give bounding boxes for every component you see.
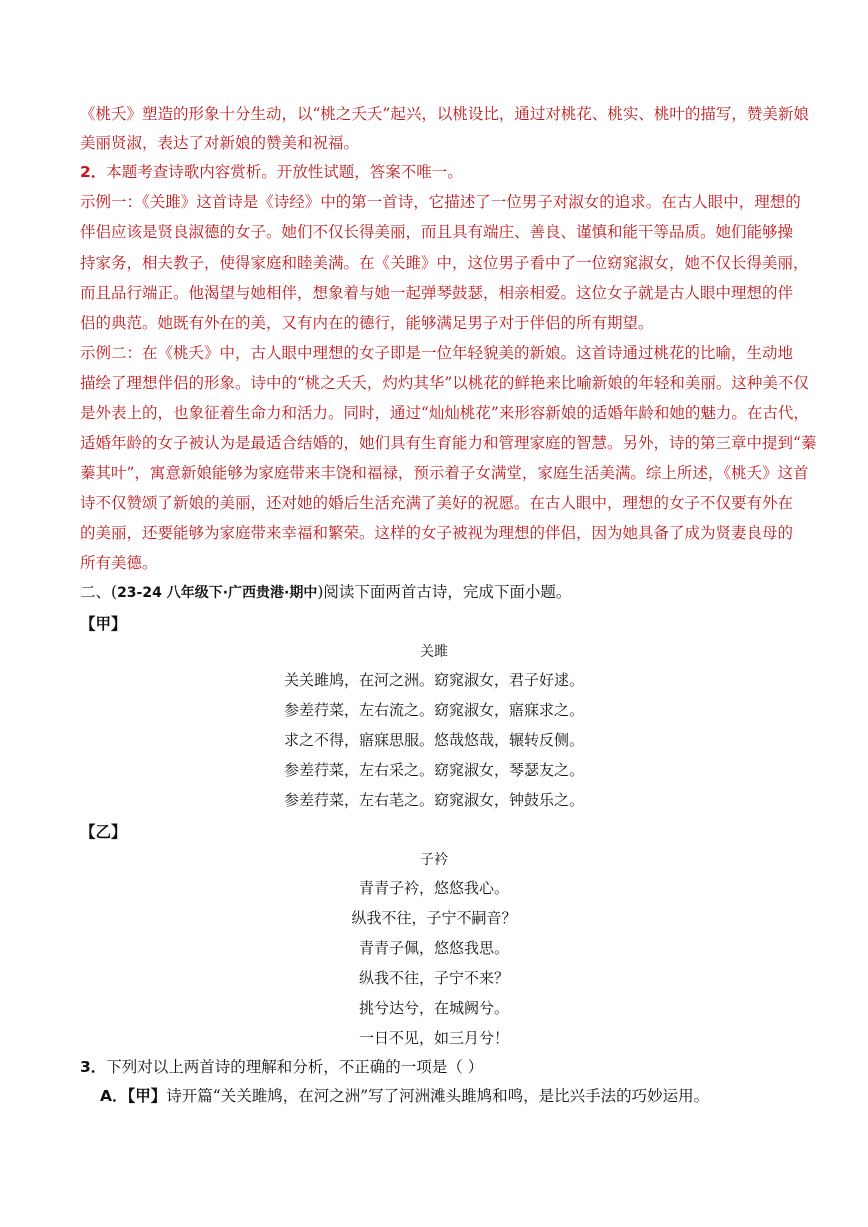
section2-prefix: 二、(: [80, 583, 118, 601]
option-a-label: A．: [100, 1087, 128, 1105]
answer2-intro: 本题考查诗歌内容赏析。开放性试题，答案不唯一。: [106, 163, 463, 181]
poem-yi-line: 青青子佩，悠悠我思。: [358, 939, 509, 957]
answer1-line: 美丽贤淑，表达了对新娘的赞美和祝福。: [80, 134, 360, 152]
poem-jia-line: 关关雎鸠，在河之洲。窈窕淑女，君子好逑。: [283, 671, 584, 689]
example2-line: 描绘了理想伴侣的形象。诗中的“桃之夭夭，灼灼其华”以桃花的鲜艳来比喻新娘的年轻和美丽。这种美不仅: [80, 374, 809, 392]
question3-text: 下列对以上两首诗的理解和分析，不正确的一项是（ ）: [106, 1058, 484, 1076]
poem-jia-line: 求之不得，寤寐思服。悠哉悠哉，辗转反侧。: [283, 731, 584, 749]
example2-line: 蓁其叶”，寓意新娘能够为家庭带来丰饶和福禄，预示着子女满堂，家庭生活美满。综上所述，《桃夭》这首: [80, 464, 809, 482]
question3: [80, 1057, 800, 1077]
poem-jia-title: 关雎: [420, 644, 448, 660]
poem-yi-line: 青青子衿，悠悠我心。: [358, 879, 509, 897]
example2-line: 诗不仅赞颂了新娘的美丽，还对她的婚后生活充满了美好的祝愿。在古人眼中，理想的女子不仅要有外在: [80, 494, 794, 512]
poem-yi-line: 一日不见，如三月兮！: [358, 1029, 509, 1047]
poem-yi-line: 纵我不往，子宁不嗣音？: [351, 909, 517, 927]
question3-number: 3．: [80, 1058, 107, 1076]
question3-option-a[interactable]: [100, 1086, 820, 1106]
example1-line: 侣的典范。她既有外在的美，又有内在的德行，能够满足男子对于伴侣的所有期望。: [80, 314, 654, 332]
poem-jia-marker: 【甲】: [80, 614, 127, 633]
example2-line: 所有美德。: [80, 554, 158, 572]
example2-line: 的美丽，还要能够为家庭带来幸福和繁荣。这样的女子被视为理想的伴侣，因为她具备了成为贤妻良母的: [80, 524, 794, 542]
example2-line: 是外表上的，也象征着生命力和活力。同时，通过“灿灿桃花”来形容新娘的适婚年龄和她的魅力。在古代，: [80, 404, 809, 422]
poem-yi-marker: 【乙】: [80, 822, 127, 841]
section2-heading: [80, 582, 800, 603]
example2-line: 示例二：在《桃夭》中，古人眼中理想的女子即是一位年轻貌美的新娘。这首诗通过桃花的比喻，生动地: [80, 344, 794, 362]
example1-line: 示例一：《关雎》这首诗是《诗经》中的第一首诗，它描述了一位男子对淑女的追求。在古人眼中，理想的: [80, 193, 801, 211]
answer2-number: 2．: [80, 163, 107, 181]
option-a-marker: 【甲】: [127, 1086, 167, 1105]
answer1-line: 《桃夭》塑造的形象十分生动，以“桃之夭夭”起兴，以桃设比，通过对桃花、桃实、桃叶的描写，赞美新娘: [80, 105, 809, 123]
example1-line: 伴侣应该是贤良淑德的女子。她们不仅长得美丽，而且具有端庄、善良、谨慎和能干等品质。她们能够操: [80, 223, 794, 241]
poem-jia-line: 参差荇菜，左右流之。窈窕淑女，寤寐求之。: [283, 701, 584, 719]
example1-line: 持家务，相夫教子，使得家庭和睦美满。在《关雎》中，这位男子看中了一位窈窕淑女，她不仅长得美丽，: [80, 254, 809, 272]
poem-yi-line: 挑兮达兮，在城阙兮。: [358, 999, 509, 1017]
poem-yi-title: 子衿: [420, 852, 448, 868]
poem-jia-line: 参差荇菜，左右采之。窈窕淑女，琴瑟友之。: [283, 761, 584, 779]
example1-line: 而且品行端正。他渴望与她相伴，想象着与她一起弹琴鼓瑟，相亲相爱。这位女子就是古人眼中理想的伴: [80, 284, 794, 302]
poem-jia-line: 参差荇菜，左右芼之。窈窕淑女，钟鼓乐之。: [283, 791, 584, 809]
section2-source: 23-24 八年级下·广西贵港·期中: [117, 585, 318, 601]
answer2-intro-line: [80, 162, 800, 182]
option-a-text: 诗开篇“关关雎鸠，在河之洲”写了河洲滩头雎鸠和鸣，是比兴手法的巧妙运用。: [166, 1087, 710, 1105]
section2-suffix: )阅读下面两首古诗，完成下面小题。: [317, 583, 572, 601]
poem-yi-line: 纵我不往，子宁不来？: [358, 969, 509, 987]
example2-line: 适婚年龄的女子被认为是最适合结婚的，她们具有生育能力和管理家庭的智慧。另外，诗的第三章中提到“蓁: [80, 434, 817, 452]
